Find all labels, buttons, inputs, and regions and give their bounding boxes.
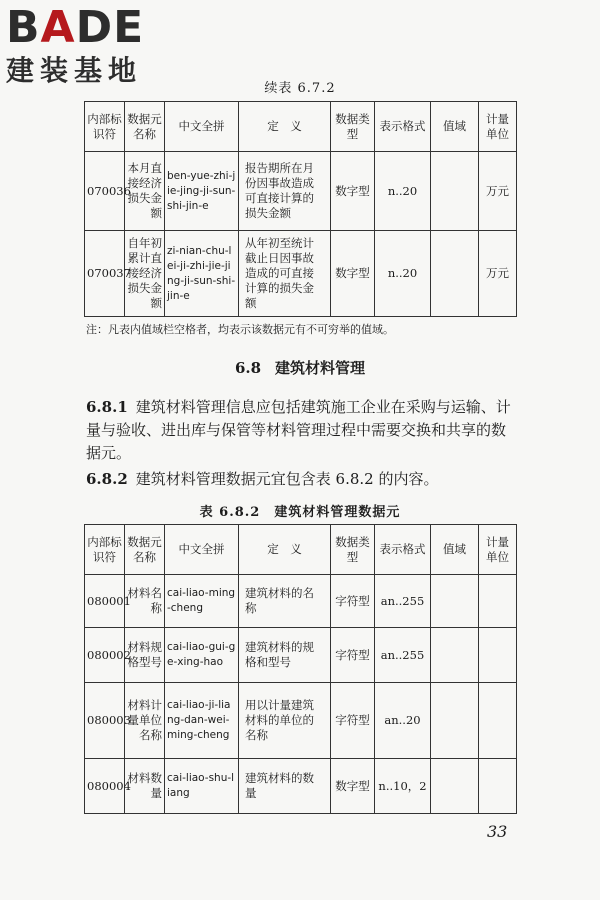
header-id: 内部标识符 — [85, 525, 125, 575]
cell-range — [431, 231, 479, 317]
header-id: 内部标识符 — [85, 102, 125, 152]
cell-id: 080001 — [85, 575, 125, 628]
cell-name: 材料规格型号 — [125, 628, 165, 683]
clause-6-8-2 — [86, 468, 516, 491]
clause-number: 6.8.2 — [86, 470, 128, 488]
header-range: 值域 — [431, 102, 479, 152]
cell-definition: 报告期所在月份因事故造成可直接计算的损失金额 — [239, 152, 331, 231]
cell-range — [431, 575, 479, 628]
header-format: 表示格式 — [375, 525, 431, 575]
header-unit: 计量单位 — [479, 102, 517, 152]
cell-range — [431, 628, 479, 683]
cell-name: 本月直接经济损失金额 — [125, 152, 165, 231]
header-unit: 计量单位 — [479, 525, 517, 575]
table-row — [85, 231, 517, 317]
table-note: 注：凡表内值域栏空格者，均表示该数据元有不可穷举的值域。 — [86, 323, 394, 336]
table2 — [84, 524, 517, 814]
cell-range — [431, 152, 479, 231]
clause-6-8-1 — [86, 396, 516, 465]
page-number: 33 — [487, 822, 508, 841]
table1-caption: 续表 6.7.2 — [264, 81, 336, 96]
cell-range — [431, 683, 479, 759]
table-row — [85, 759, 517, 814]
cell-type: 数字型 — [331, 152, 375, 231]
cell-type: 数字型 — [331, 231, 375, 317]
cell-pinyin: ben-yue-zhi-jie-jing-ji-sun-shi-jin-e — [165, 152, 239, 231]
cell-type: 字符型 — [331, 628, 375, 683]
cell-type: 数字型 — [331, 759, 375, 814]
cell-unit: 万元 — [479, 152, 517, 231]
table-row — [85, 575, 517, 628]
header-name: 数据元名称 — [125, 525, 165, 575]
table-row — [85, 628, 517, 683]
header-type: 数据类型 — [331, 102, 375, 152]
cell-pinyin: cai-liao-gui-ge-xing-hao — [165, 628, 239, 683]
cell-id: 080003 — [85, 683, 125, 759]
table2-caption: 表 6.8.2 建筑材料管理数据元 — [199, 505, 401, 520]
header-pinyin: 中文全拼 — [165, 525, 239, 575]
cell-type: 字符型 — [331, 575, 375, 628]
cell-format: n..10，2 — [375, 759, 431, 814]
header-definition: 定 义 — [239, 102, 331, 152]
cell-name: 自年初累计直接经济损失金额 — [125, 231, 165, 317]
cell-definition: 用以计量建筑材料的单位的名称 — [239, 683, 331, 759]
cell-name: 材料数量 — [125, 759, 165, 814]
cell-unit — [479, 759, 517, 814]
clause-number: 6.8.1 — [86, 398, 128, 416]
cell-range — [431, 759, 479, 814]
cell-name: 材料计量单位名称 — [125, 683, 165, 759]
cell-unit — [479, 575, 517, 628]
cell-format: an..20 — [375, 683, 431, 759]
cell-format: n..20 — [375, 152, 431, 231]
logo-wordmark: BADE — [6, 2, 145, 53]
section-title: 建筑材料管理 — [275, 359, 366, 377]
clause-text: 建筑材料管理信息应包括建筑施工企业在采购与运输、计量与验收、进出库与保管等材料管理过程中需要交换和共享的数据元。 — [86, 398, 511, 462]
cell-pinyin: zi-nian-chu-lei-ji-zhi-jie-jing-ji-sun-shi-jin-e — [165, 231, 239, 317]
cell-definition: 建筑材料的数量 — [239, 759, 331, 814]
cell-name: 材料名称 — [125, 575, 165, 628]
cell-id: 080002 — [85, 628, 125, 683]
cell-id: 070036 — [85, 152, 125, 231]
cell-unit — [479, 683, 517, 759]
cell-pinyin: cai-liao-shu-liang — [165, 759, 239, 814]
cell-definition: 建筑材料的规格和型号 — [239, 628, 331, 683]
cell-unit: 万元 — [479, 231, 517, 317]
header-format: 表示格式 — [375, 102, 431, 152]
cell-type: 字符型 — [331, 683, 375, 759]
cell-id: 070037 — [85, 231, 125, 317]
header-name: 数据元名称 — [125, 102, 165, 152]
cell-format: an..255 — [375, 575, 431, 628]
section-heading — [0, 357, 600, 378]
cell-pinyin: cai-liao-ming-cheng — [165, 575, 239, 628]
logo-subtitle: 建装基地 — [6, 54, 143, 87]
table-row — [85, 152, 517, 231]
header-type: 数据类型 — [331, 525, 375, 575]
cell-id: 080004 — [85, 759, 125, 814]
clause-text: 建筑材料管理数据元宜包含表 6.8.2 的内容。 — [135, 470, 439, 488]
cell-definition: 建筑材料的名称 — [239, 575, 331, 628]
cell-pinyin: cai-liao-ji-liang-dan-wei-ming-cheng — [165, 683, 239, 759]
cell-unit — [479, 628, 517, 683]
header-range: 值域 — [431, 525, 479, 575]
header-pinyin: 中文全拼 — [165, 102, 239, 152]
cell-format: n..20 — [375, 231, 431, 317]
cell-format: an..255 — [375, 628, 431, 683]
header-definition: 定 义 — [239, 525, 331, 575]
cell-definition: 从年初至统计截止日因事故造成的可直接计算的损失金额 — [239, 231, 331, 317]
table1 — [84, 101, 517, 317]
section-number: 6.8 — [234, 359, 262, 377]
brand-logo — [6, 2, 144, 88]
table-row — [85, 683, 517, 759]
